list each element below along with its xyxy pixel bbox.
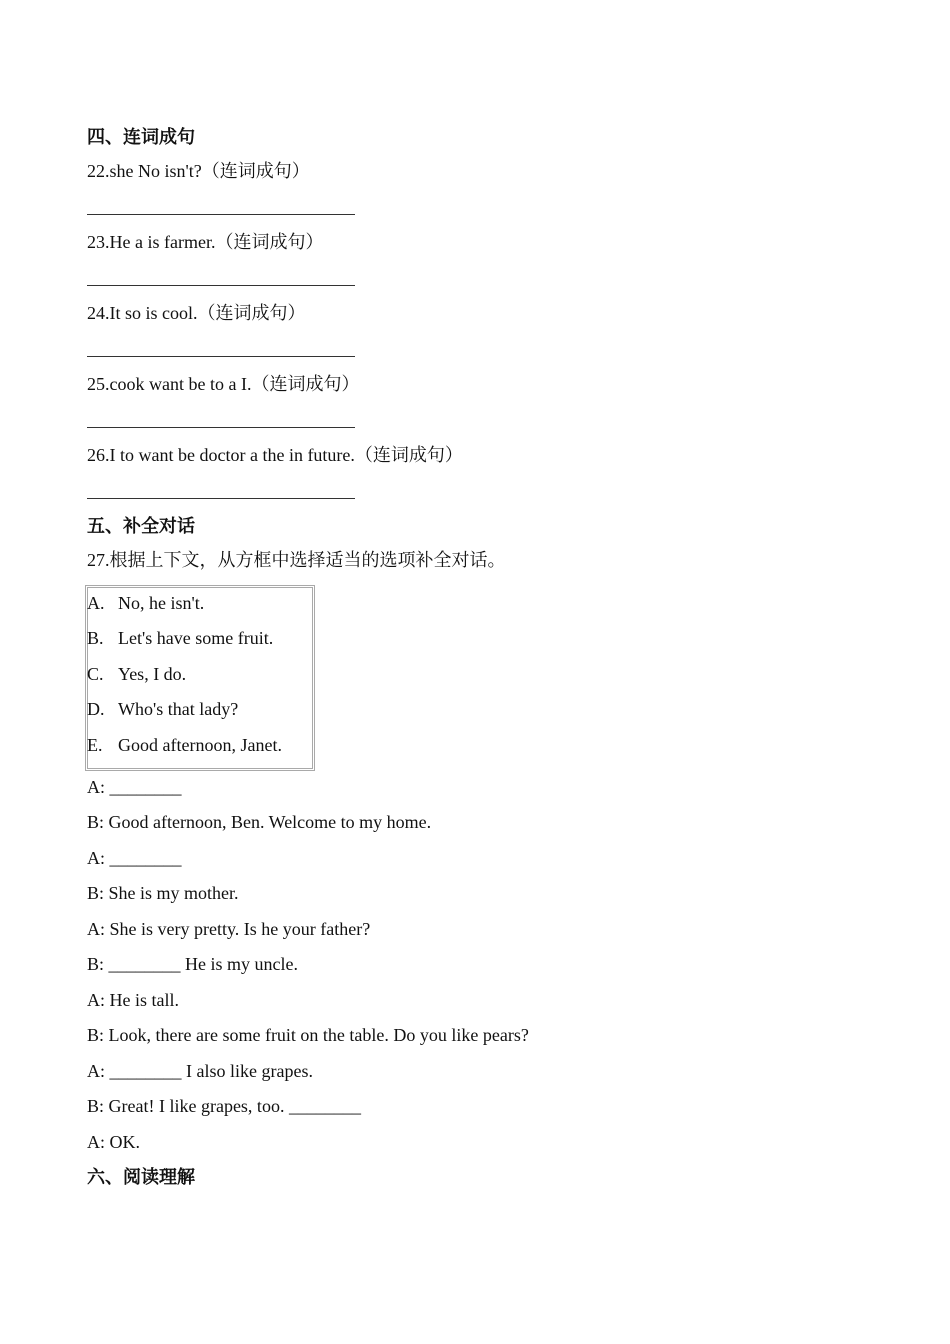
question-26: 26.I to want be doctor a the in future.（连词成句） <box>87 445 463 465</box>
option-c <box>87 663 186 685</box>
dialogue-line: A: OK. <box>87 1132 140 1152</box>
option-b-letter: B. <box>87 628 104 648</box>
question-22: 22.she No isn't?（连词成句） <box>87 161 310 181</box>
dialogue-line: B: Good afternoon, Ben. Welcome to my home. <box>87 812 432 832</box>
dialogue-line: B: ________ He is my uncle. <box>87 954 298 974</box>
dialogue-line: B: Look, there are some fruit on the table. Do you like pears? <box>87 1025 529 1045</box>
question-23: 23.He a is farmer.（连词成句） <box>87 232 324 252</box>
option-e-letter: E. <box>87 735 103 755</box>
dialogue-line: A: She is very pretty. Is he your father? <box>87 919 371 939</box>
dialogue-line: A: ________ I also like grapes. <box>87 1061 313 1081</box>
answer-line-22[interactable] <box>87 214 355 215</box>
option-e <box>87 734 282 756</box>
option-b <box>87 627 273 649</box>
dialogue-line: B: Great! I like grapes, too. ________ <box>87 1096 361 1116</box>
answer-line-24[interactable] <box>87 356 355 357</box>
dialogue-line: A: ________ <box>87 848 182 868</box>
dialogue-line: A: He is tall. <box>87 990 179 1010</box>
section-6-title: 六、阅读理解 <box>87 1167 195 1187</box>
dialogue-line: A: ________ <box>87 777 182 797</box>
option-d-text: Who's that lady? <box>118 699 239 719</box>
option-b-text: Let's have some fruit. <box>118 628 274 648</box>
section-4-title: 四、连词成句 <box>87 127 195 147</box>
dialogue-line: B: She is my mother. <box>87 883 239 903</box>
option-c-letter: C. <box>87 664 104 684</box>
option-a <box>87 592 204 614</box>
option-e-text: Good afternoon, Janet. <box>118 735 282 755</box>
option-c-text: Yes, I do. <box>118 664 187 684</box>
question-24: 24.It so is cool.（连词成句） <box>87 303 306 323</box>
option-d-letter: D. <box>87 699 105 719</box>
answer-line-23[interactable] <box>87 285 355 286</box>
question-25: 25.cook want be to a I.（连词成句） <box>87 374 360 394</box>
answer-line-26[interactable] <box>87 498 355 499</box>
answer-line-25[interactable] <box>87 427 355 428</box>
question-27-instruction: 27.根据上下文，从方框中选择适当的选项补全对话。 <box>87 550 506 570</box>
option-a-letter: A. <box>87 593 105 613</box>
section-5-title: 五、补全对话 <box>87 516 195 536</box>
option-d <box>87 698 238 720</box>
option-a-text: No, he isn't. <box>118 593 205 613</box>
